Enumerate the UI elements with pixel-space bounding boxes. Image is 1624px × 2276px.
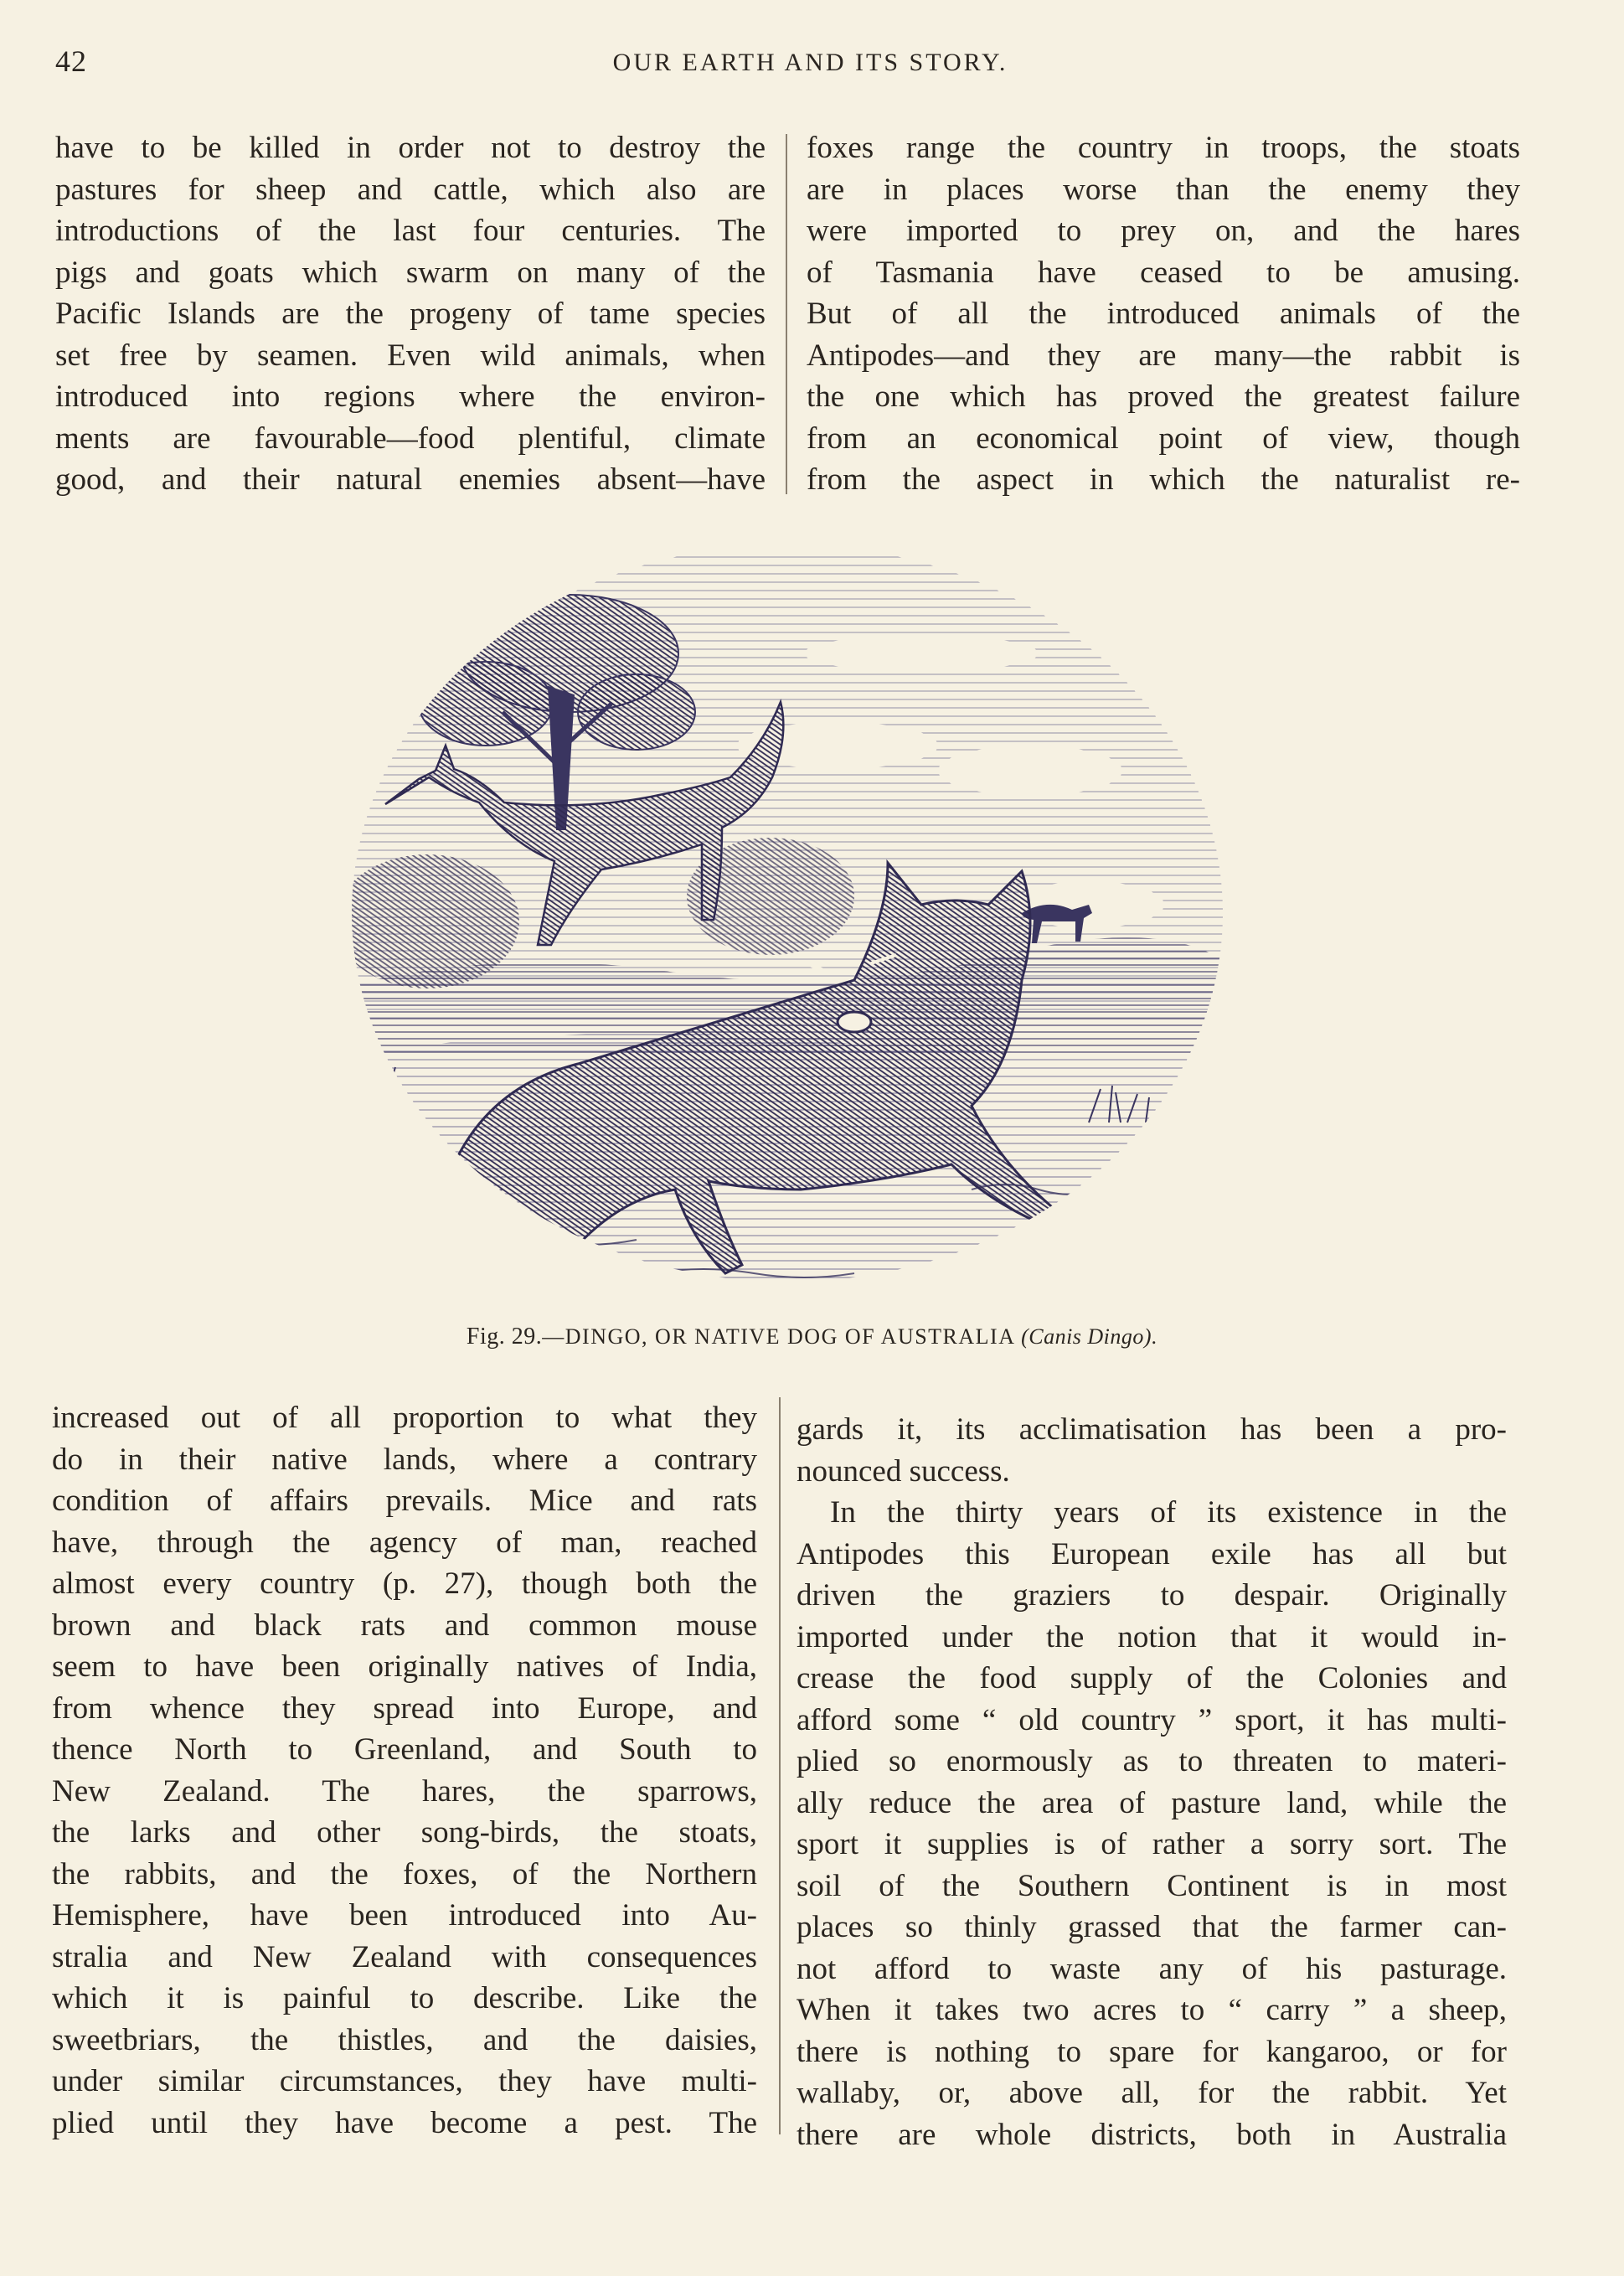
paragraph-start: In the thirty years of its existence in the	[830, 1495, 1507, 1530]
text-line: imported under the notion that it would in-	[797, 1619, 1507, 1654]
text-line: which it is painful to describe. Like the	[52, 1981, 757, 2015]
text-line: good, and their natural enemies absent—have	[55, 462, 766, 497]
text-line: ally reduce the area of pasture land, while the	[797, 1785, 1507, 1820]
text-line: set free by seamen. Even wild animals, when	[55, 338, 766, 373]
dingo-illustration	[335, 553, 1240, 1324]
dingo-engraving	[335, 553, 1240, 1324]
text-line: wallaby, or, above all, for the rabbit. Yet	[797, 2076, 1507, 2110]
text-line: But of all the introduced animals of the	[807, 297, 1520, 331]
figure-caption	[0, 1324, 1624, 1350]
text-line: ments are favourable—food plentiful, climate	[55, 421, 766, 456]
text-line: nounced success.	[797, 1453, 1010, 1489]
text-line: the rabbits, and the foxes, of the Northern	[52, 1856, 757, 1892]
text-line: under similar circumstances, they have multi-	[52, 2064, 757, 2098]
figure-scientific-name: (Canis Dingo).	[1021, 1324, 1158, 1349]
text-line: plied until they have become a pest. The	[52, 2105, 757, 2140]
text-line: there are whole districts, both in Australia	[797, 2117, 1507, 2152]
text-line: Antipodes this European exile has all but	[797, 1536, 1507, 1572]
text-line: are in places worse than the enemy they	[807, 172, 1520, 207]
text-line: do in their native lands, where a contrary	[52, 1442, 757, 1477]
text-line: plied so enormously as to threaten to materi-	[797, 1744, 1507, 1778]
text-line: increased out of all proportion to what they	[52, 1401, 757, 1435]
text-line: condition of affairs prevails. Mice and rats	[52, 1484, 757, 1518]
text-line: thence North to Greenland, and South to	[52, 1732, 757, 1767]
text-line: were imported to prey on, and the hares	[807, 214, 1520, 248]
text-line: crease the food supply of the Colonies and	[797, 1661, 1507, 1695]
bottom-left-column	[52, 1397, 757, 2144]
text-line: the one which has proved the greatest failure	[807, 379, 1520, 414]
text-line: brown and black rats and common mouse	[52, 1608, 757, 1643]
text-line: afford some “ old country ” sport, it has multi-	[797, 1702, 1507, 1737]
text-line: introductions of the last four centuries. The	[55, 214, 766, 248]
text-line: pigs and goats which swarm on many of the	[55, 255, 766, 290]
running-head: OUR EARTH AND ITS STORY.	[612, 49, 1008, 76]
page-header	[55, 44, 1565, 85]
text-line: almost every country (p. 27), though both the	[52, 1566, 757, 1601]
figure-title: —DINGO, OR NATIVE DOG OF AUSTRALIA	[542, 1324, 1015, 1349]
text-line: Pacific Islands are the progeny of tame species	[55, 297, 766, 331]
text-line: from the aspect in which the naturalist re-	[807, 462, 1520, 497]
text-line: New Zealand. The hares, the sparrows,	[52, 1773, 757, 1809]
column-divider-bottom	[779, 1397, 781, 2134]
text-line: pastures for sheep and cattle, which also are	[55, 172, 766, 207]
figure-label: Fig. 29.	[466, 1324, 543, 1350]
text-line: sweetbriars, the thistles, and the daisies,	[52, 2022, 757, 2057]
text-line: introduced into regions where the environ-	[55, 379, 766, 414]
text-line: there is nothing to spare for kangaroo, or for	[797, 2034, 1507, 2069]
text-line: from whence they spread into Europe, and	[52, 1690, 757, 1726]
text-line: When it takes two acres to “ carry ” a sheep,	[797, 1993, 1507, 2027]
text-line: of Tasmania have ceased to be amusing.	[807, 255, 1520, 290]
text-line: driven the graziers to despair. Originally	[797, 1578, 1507, 1613]
text-line: gards it, its acclimatisation has been a pro-	[797, 1412, 1507, 1447]
text-line: foxes range the country in troops, the stoats	[807, 131, 1520, 165]
text-line: soil of the Southern Continent is in most	[797, 1868, 1507, 1903]
text-line: from an economical point of view, though	[807, 421, 1520, 456]
text-line: have, through the agency of man, reached	[52, 1525, 757, 1560]
page-number: 42	[55, 44, 87, 78]
text-line: seem to have been originally natives of India,	[52, 1649, 757, 1684]
text-line: Antipodes—and they are many—the rabbit is	[807, 338, 1520, 373]
text-line: the larks and other song-birds, the stoats,	[52, 1815, 757, 1850]
column-divider-top	[786, 134, 787, 494]
text-line: sport it supplies is of rather a sorry sort. The	[797, 1827, 1507, 1861]
top-right-column	[807, 127, 1520, 501]
text-line: places so thinly grassed that the farmer can-	[797, 1910, 1507, 1944]
top-left-column	[55, 127, 766, 501]
text-line: have to be killed in order not to destroy the	[55, 131, 766, 165]
text-line: Hemisphere, have been introduced into Au-	[52, 1898, 757, 1933]
bottom-right-column	[797, 1409, 1507, 2155]
text-line: stralia and New Zealand with consequences	[52, 1939, 757, 1974]
text-line: not afford to waste any of his pasturage.	[797, 1951, 1507, 1986]
